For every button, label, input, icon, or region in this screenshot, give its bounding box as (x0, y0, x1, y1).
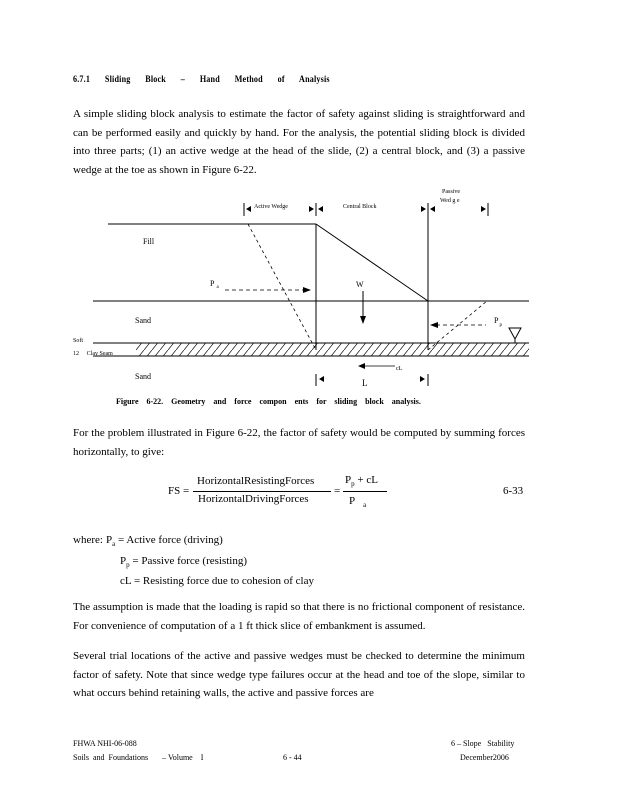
label-clay-seam: 12   Clay Seam (73, 351, 113, 357)
footer-chapter: 6 – Slope Stability (451, 739, 515, 748)
label-wedge: Wed g e (440, 198, 460, 204)
footer-volume: Soils and Foundations – Volume I (73, 753, 204, 762)
dim-arrow-4 (421, 206, 426, 212)
slope-face-line (316, 224, 428, 301)
dim-arrow-5 (430, 206, 435, 212)
where-row-cl: cL = Resisting force due to cohesion of clay (120, 575, 314, 588)
dim-arrow-3 (318, 206, 323, 212)
equation-denominator-2: P $_a$ (349, 495, 367, 510)
where-list (73, 532, 314, 590)
fraction-bar-1 (193, 491, 331, 492)
dim-arrow-1 (246, 206, 251, 212)
equation-numerator-2: $P_p$ + cL (345, 474, 378, 489)
equation-numerator-1: HorizontalResistingForces (197, 475, 315, 487)
l-arrow-right (420, 376, 425, 382)
figure-caption: Figure 6-22. Geometry and force compon ents for sliding block analysis. (116, 397, 421, 406)
section-heading: 6.7.1 Sliding Block – Hand Method of Analysis (73, 74, 330, 84)
footer-document-id: FHWA NHI-06-088 (73, 739, 137, 748)
label-pa: P $_a$ (210, 279, 219, 290)
label-sand-lower: Sand (135, 372, 151, 381)
footer-page-number: 6 - 44 (283, 753, 302, 762)
label-w: W (356, 280, 364, 289)
pp-arrow-head (430, 322, 438, 328)
intro-paragraph: A simple sliding block analysis to estimate the factor of safety against sliding is straightforward and can be performed easily and quickly by hand. For the analysis, the potential sliding block is divided into three parts; (1) an active wedge at the head of the slide, (2) a central block, and (3) a passive wedge at the toe as shown in Figure 6-22. (73, 108, 525, 176)
problem-paragraph: For the problem illustrated in Figure 6-22, the factor of safety would be computed by summing forces horizontally, to give: (73, 427, 525, 458)
active-wedge-boundary (248, 224, 316, 350)
pa-arrow-head (303, 287, 311, 293)
equation-equals: = (334, 485, 341, 497)
water-table-icon (509, 328, 521, 339)
equation-number: 6-33 (503, 485, 524, 497)
assumption-paragraph: The assumption is made that the loading is rapid so that there is no frictional component of resistance. For convenience of computation of a 1 ft thick slice of embankment is assumed. (73, 601, 525, 632)
label-active-wedge: Active Wedge (254, 204, 288, 210)
where-row-pa: where: $P_a$ = Active force (driving) (73, 534, 223, 549)
fraction-bar-2 (343, 491, 387, 492)
dim-arrow-2 (309, 206, 314, 212)
label-sand-upper: Sand (135, 316, 151, 325)
label-pp: $P_p$ (494, 316, 502, 328)
equation-denominator-1: HorizontalDrivingForces (198, 493, 309, 505)
equation-lhs: FS = (168, 485, 190, 497)
where-label: where: (73, 534, 103, 546)
clay-seam (136, 343, 529, 356)
label-cl: cL (396, 366, 403, 372)
footer-date: December2006 (460, 753, 509, 762)
l-arrow-left (319, 376, 324, 382)
trial-locations-paragraph: Several trial locations of the active and passive wedges must be checked to determine the minimum factor of safety. Note that since wedge type failures occur at the head and toe of the slope, similar to what occurs behind retaining walls, the active and passive forces are (73, 650, 525, 699)
where-row-pp: $P_p$ = Passive force (resisting) (120, 554, 248, 569)
label-soft: Soft (73, 338, 84, 344)
cl-arrow-head (358, 363, 365, 369)
label-central-block: Central Block (343, 204, 377, 210)
label-passive: Passive (442, 189, 460, 195)
label-fill: Fill (143, 237, 155, 246)
dim-arrow-6 (481, 206, 486, 212)
weight-arrow-head (360, 316, 366, 324)
label-l: L (362, 378, 368, 388)
